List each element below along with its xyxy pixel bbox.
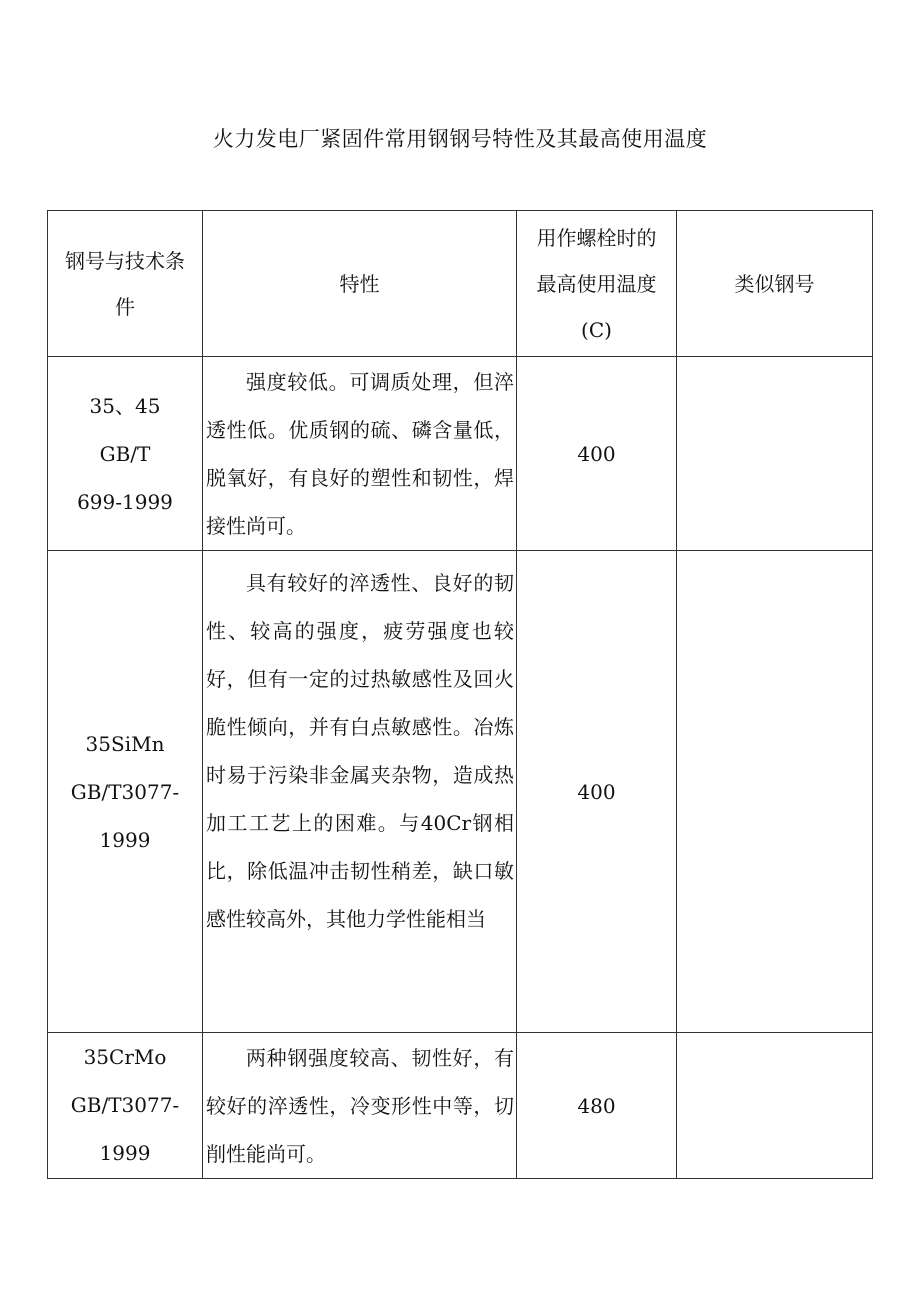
- table-row: [48, 551, 873, 1033]
- grade-cell: 35SiMn GB/T3077- 1999: [48, 551, 203, 1033]
- steel-grade-table: [47, 210, 873, 1179]
- table-header-row: [48, 211, 873, 357]
- table-row: [48, 357, 873, 551]
- max-temp-cell: 480: [517, 1033, 677, 1179]
- properties-cell: 强度较低。可调质处理，但淬透性低。优质钢的硫、磷含量低，脱氧好，有良好的塑性和韧性，焊接性尚可。: [203, 357, 517, 551]
- properties-cell: 两种钢强度较高、韧性好，有较好的淬透性，冷变形性中等，切削性能尚可。: [203, 1033, 517, 1179]
- max-temp-cell: 400: [517, 551, 677, 1033]
- grade-cell: 35CrMo GB/T3077- 1999: [48, 1033, 203, 1179]
- similar-grade-cell: [677, 1033, 873, 1179]
- header-max-temp: 用作螺栓时的 最高使用温度 (C): [517, 211, 677, 357]
- max-temp-cell: 400: [517, 357, 677, 551]
- table-row: [48, 1033, 873, 1179]
- similar-grade-cell: [677, 357, 873, 551]
- header-grade: 钢号与技术条 件: [48, 211, 203, 357]
- header-properties: 特性: [203, 211, 517, 357]
- grade-cell: 35、45 GB/T 699-1999: [48, 357, 203, 551]
- properties-cell: 具有较好的淬透性、良好的韧性、较高的强度，疲劳强度也较好，但有一定的过热敏感性及回火脆性倾向，并有白点敏感性。冶炼时易于污染非金属夹杂物，造成热加工工艺上的困难。与40Cr钢相比，除低温冲击韧性稍差，缺口敏感性较高外，其他力学性能相当: [203, 551, 517, 1033]
- header-similar-grade: 类似钢号: [677, 211, 873, 357]
- similar-grade-cell: [677, 551, 873, 1033]
- document-title: 火力发电厂紧固件常用钢钢号特性及其最高使用温度: [212, 127, 708, 151]
